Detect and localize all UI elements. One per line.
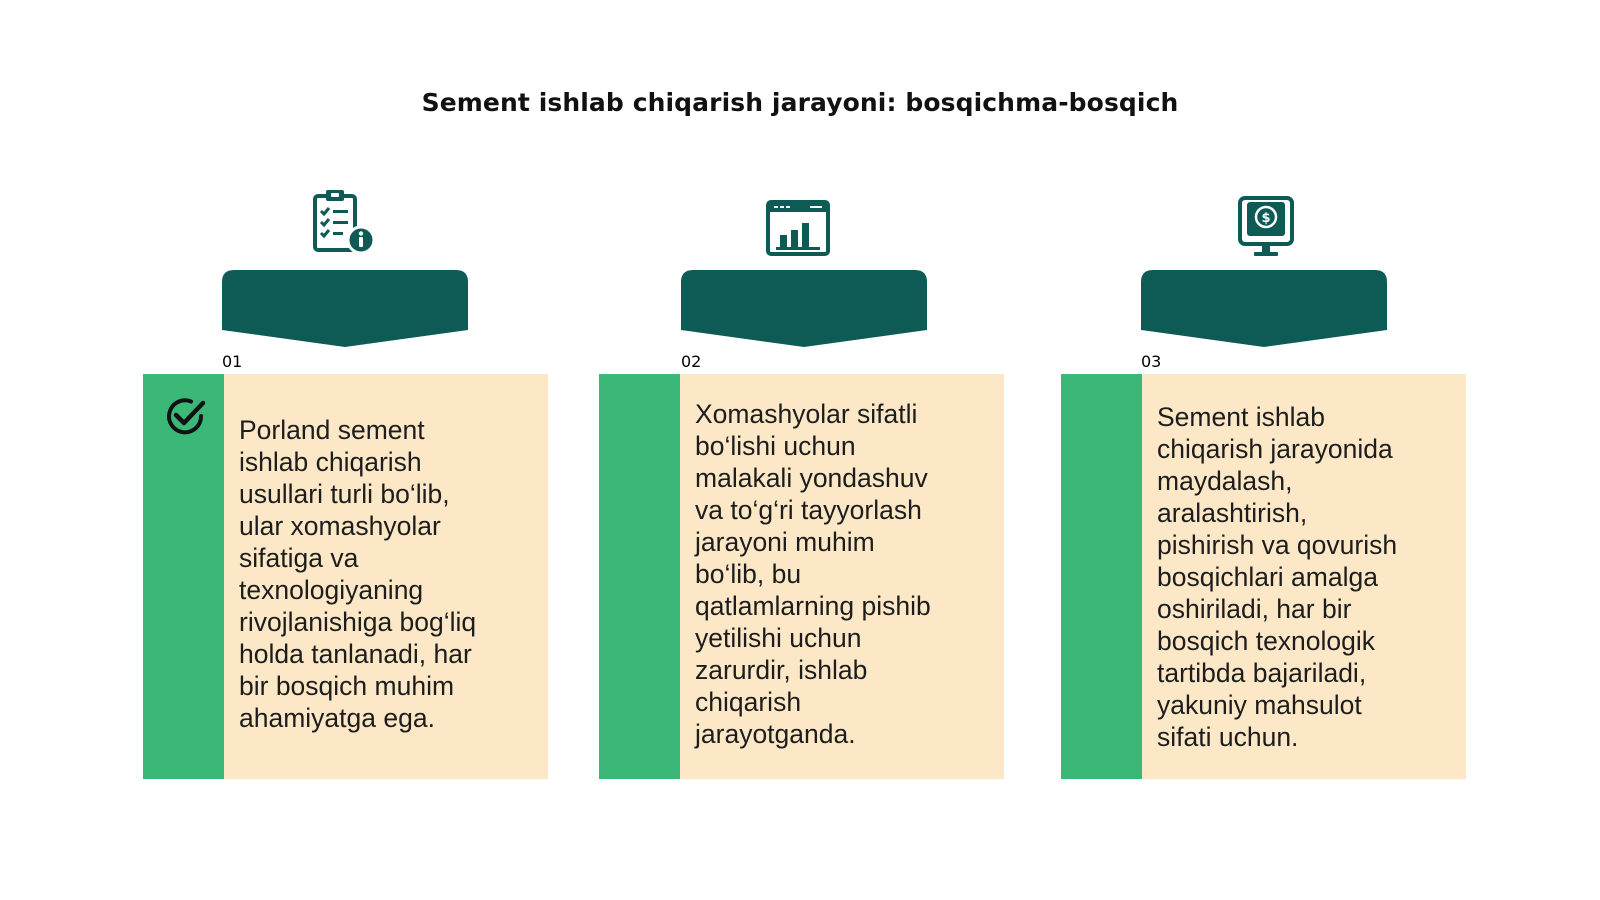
browser-bar-chart-icon (766, 200, 830, 256)
step-number: 03 (1141, 352, 1162, 371)
svg-text:$: $ (1261, 211, 1271, 226)
monitor-dollar-icon (1238, 196, 1294, 258)
step-number: 02 (681, 352, 702, 371)
step-card (1061, 374, 1466, 779)
step-card (599, 374, 1004, 779)
step-description: Sement ishlab chiqarish jarayonida maydalash, aralashtirish, pishirish va qovurish bosqichlari amalga oshiriladi, har bir bosqich texnologik tartibda bajariladi, yakuniy mahsulot sifati uchun. (1157, 402, 1398, 752)
step-description: Xomashyolar sifatli bo‘lishi uchun malakali yondashuv va to‘g‘ri tayyorlash jarayoni muhim bo‘lib, bu qatlamlarning pishib yetilishi uchun zarurdir, ishlab chiqarish jarayotganda. (695, 399, 931, 749)
clipboard-checklist-info-icon (309, 188, 379, 258)
page-title: Sement ishlab chiqarish jarayoni: bosqichma-bosqich (421, 88, 1179, 117)
step-number-badge (1141, 270, 1387, 371)
step-number: 01 (222, 352, 243, 371)
card-accent-stripe (599, 374, 680, 779)
check-circle-icon (161, 392, 209, 440)
step-card (143, 374, 548, 779)
step-number-badge (222, 270, 468, 371)
card-accent-stripe (1061, 374, 1142, 779)
step-number-badge (681, 270, 927, 371)
step-description: Porland sement ishlab chiqarish usullari turli bo‘lib, ular xomashyolar sifatiga va texnologiyaning rivojlanishiga bog‘liq holda tanlanadi, har bir bosqich muhim ahamiyatga ega. (239, 415, 477, 733)
